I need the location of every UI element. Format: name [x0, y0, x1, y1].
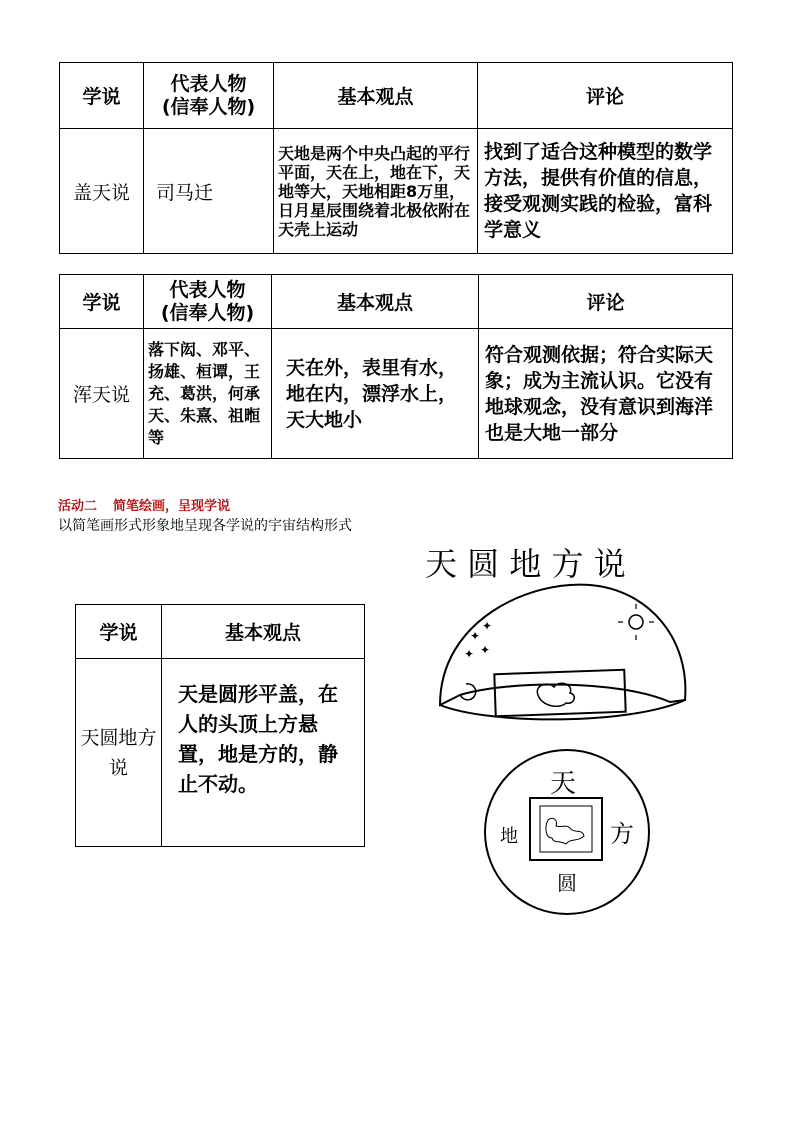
header-theory: 学说	[76, 605, 162, 659]
svg-text:✦: ✦	[470, 629, 481, 643]
header-people: 代表人物 (信奉人物)	[144, 275, 272, 329]
coin-left-char: 地	[500, 826, 518, 847]
view-cell: 天地是两个中央凸起的平行平面，天在上，地在下，天地等大，天地相距8万里，日月星辰围绕着北极依附在天壳上运动	[274, 129, 478, 254]
comment-cell: 找到了适合这种模型的数学方法，提供有价值的信息，接受观测实践的检验，富科学意义	[478, 129, 733, 254]
ground-plate	[494, 670, 625, 717]
view-cell: 天是圆形平盖，在人的头顶上方悬置，地是方的，静止不动。	[162, 659, 365, 847]
tianyuan-table	[75, 604, 365, 847]
activity-description: 以简笔画形式形象地呈现各学说的宇宙结构形式	[58, 518, 352, 534]
activity-heading	[58, 495, 246, 514]
header-theory: 学说	[60, 63, 144, 129]
view-cell: 天在外，表里有水，地在内，漂浮水上，天大地小	[272, 329, 479, 459]
coin-inner-square	[540, 806, 592, 852]
sun-icon	[629, 615, 643, 629]
dome-rim	[440, 700, 685, 719]
header-theory: 学说	[60, 275, 144, 329]
cloud-icon	[537, 683, 574, 706]
world-map-icon	[546, 818, 584, 844]
header-view: 基本观点	[274, 63, 478, 129]
svg-text:✦: ✦	[482, 619, 493, 633]
people-cell: 落下闳、邓平、扬雄、桓谭，王充、葛洪，何承天、朱熹、祖暅等	[144, 329, 272, 459]
coin-right-char: 方	[610, 820, 634, 848]
comment-cell: 符合观测依据；符合实际天象；成为主流认识。它没有地球观念，没有意识到海洋也是大地一部分	[479, 329, 733, 459]
svg-text:✦: ✦	[480, 643, 491, 657]
theory-cell: 天圆地方说	[76, 659, 162, 847]
gaitian-table	[59, 62, 733, 254]
dome-shape	[440, 585, 685, 705]
people-cell: 司马迁	[144, 129, 274, 254]
header-comment: 评论	[479, 275, 733, 329]
header-view: 基本观点	[162, 605, 365, 659]
stars-icon	[464, 619, 492, 661]
activity-title: 简笔绘画，呈现学说	[113, 499, 231, 514]
drawing-title: 天 圆 地 方 说	[425, 545, 626, 583]
activity-label: 活动二	[58, 499, 98, 514]
huntian-table	[59, 274, 733, 459]
header-view: 基本观点	[272, 275, 479, 329]
theory-cell: 盖天说	[60, 129, 144, 254]
coin-top-char: 天	[550, 769, 577, 799]
coin-bottom-char: 圆	[557, 871, 577, 895]
tianyuan-drawing	[400, 530, 720, 920]
header-comment: 评论	[478, 63, 733, 129]
header-people: 代表人物 (信奉人物)	[144, 63, 274, 129]
coin-square	[530, 798, 602, 860]
theory-cell: 浑天说	[60, 329, 144, 459]
svg-text:✦: ✦	[464, 647, 475, 661]
